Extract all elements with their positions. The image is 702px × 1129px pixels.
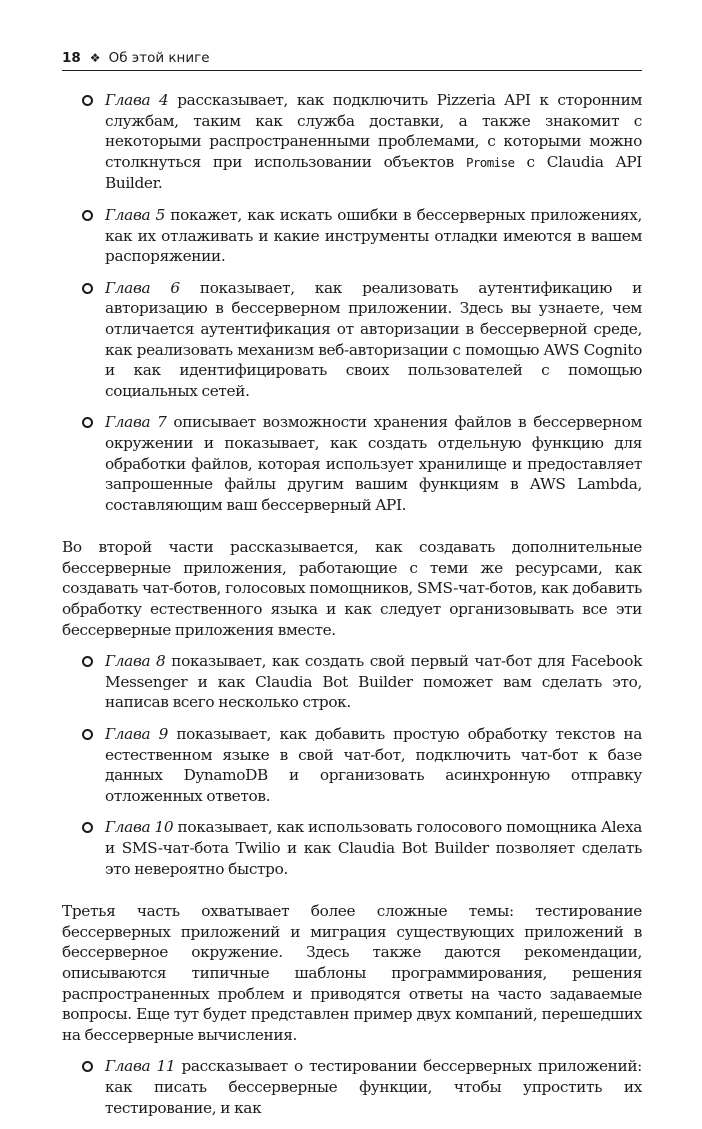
chapter-ref: Глава 4 <box>105 91 169 109</box>
chapter-ref: Глава 6 <box>105 278 180 297</box>
list-item-text: показывает, как реализовать аутентификацию и авторизацию в бессерверном приложении. Здесь вы узнаете, чем отличается аутентификация от авторизации в бессерверной среде, как реализовать механизм веб-авторизации с помощью AWS Cognito и как идентифицировать своих пользователей с помощью социальных сетей. <box>105 278 643 400</box>
paragraph-part2: Во второй части рассказывается, как создавать дополнительные бессерверные приложения, работающие с теми же ресурсами, как создавать чат-ботов, голосовых помощников, SMS-чат-ботов, как добавить обработку естественного языка и как следует организовывать все эти бессерверные приложения вместе. <box>62 538 642 639</box>
running-header <box>62 48 642 71</box>
list-item-text: рассказывает, как подключить Pizzeria API к сторонним службам, таким как служба доставки, а также знакомит с некоторыми распространенными проблемами, с которыми можно столкнуться при использовании объектов <box>105 91 642 171</box>
list-item-chapter-4 <box>62 90 642 194</box>
list-item-text: показывает, как использовать голосового помощника Alexa и SMS-чат-бота Twilio и как Claudia Bot Builder позволяет сделать это невероятно быстро. <box>105 818 642 878</box>
list-item-text: показывает, как создать свой первый чат-бот для Facebook Messenger и как Claudia Bot Builder поможет вам сделать это, написав всего несколько строк. <box>105 652 643 712</box>
hollow-bullet-icon <box>82 210 93 221</box>
fleuron-icon: ❖ <box>89 51 101 65</box>
chapter-list-part3 <box>62 1056 642 1118</box>
hollow-bullet-icon <box>82 1061 93 1072</box>
running-title: Об этой книге <box>108 50 210 66</box>
chapter-ref: Глава 5 <box>105 205 165 224</box>
hollow-bullet-icon <box>82 417 93 428</box>
page-body <box>62 90 642 1129</box>
list-item-text: покажет, как искать ошибки в бессерверных приложениях, как их отлаживать и какие инструменты отладки имеются в вашем распоряжении. <box>105 205 642 266</box>
chapter-list-part1 <box>62 90 642 515</box>
hollow-bullet-icon <box>82 729 93 740</box>
inline-code: Promise <box>465 154 515 170</box>
hollow-bullet-icon <box>82 656 93 667</box>
hollow-bullet-icon <box>82 95 93 106</box>
list-item-chapter-8 <box>62 651 642 713</box>
chapter-ref: Глава 9 <box>105 725 168 744</box>
list-item-chapter-6 <box>62 278 642 402</box>
chapter-ref: Глава 11 <box>105 1057 176 1076</box>
chapter-ref: Глава 10 <box>105 818 174 837</box>
list-item-chapter-7 <box>62 412 642 515</box>
list-item-chapter-10 <box>62 817 642 879</box>
chapter-list-part2 <box>62 651 642 879</box>
hollow-bullet-icon <box>82 283 93 294</box>
list-item-chapter-11 <box>62 1056 642 1118</box>
list-item-text: показывает, как добавить простую обработку текстов на естественном языке в свой чат-бот, подключить чат-бот к базе данных DynamoDB и организовать асинхронную отправку отложенных ответов. <box>105 725 642 805</box>
page-number: 18 <box>62 50 81 66</box>
chapter-ref: Глава 7 <box>105 413 167 432</box>
chapter-ref: Глава 8 <box>105 652 166 671</box>
list-item-text: описывает возможности хранения файлов в бессерверном окружении и показывает, как создать отдельную функцию для обработки файлов, которая использует хранилище и предоставляет запрошенные файлы другим вашим функциям в AWS Lambda, составляющим ваш бессерверный API. <box>105 413 642 514</box>
list-item-chapter-5 <box>62 205 642 267</box>
list-item-text: рассказывает о тестировании бессерверных приложений: как писать бессерверные функции, чтобы упростить их тестирование, и как <box>105 1057 642 1117</box>
list-item-chapter-9 <box>62 724 642 806</box>
hollow-bullet-icon <box>82 822 93 833</box>
list-item-text: с Claudia API Builder. <box>105 152 642 193</box>
paragraph-part3: Третья часть охватывает более сложные темы: тестирование бессерверных приложений и миграция существующих приложений в бессерверное окружение. Здесь также даются рекомендации, описываются типичные шаблоны программирования, решения распространенных проблем и приводятся ответы на часто задаваемые вопросы. Еще тут будет представлен пример двух компаний, перешедших на бессерверные вычисления. <box>62 902 642 1044</box>
